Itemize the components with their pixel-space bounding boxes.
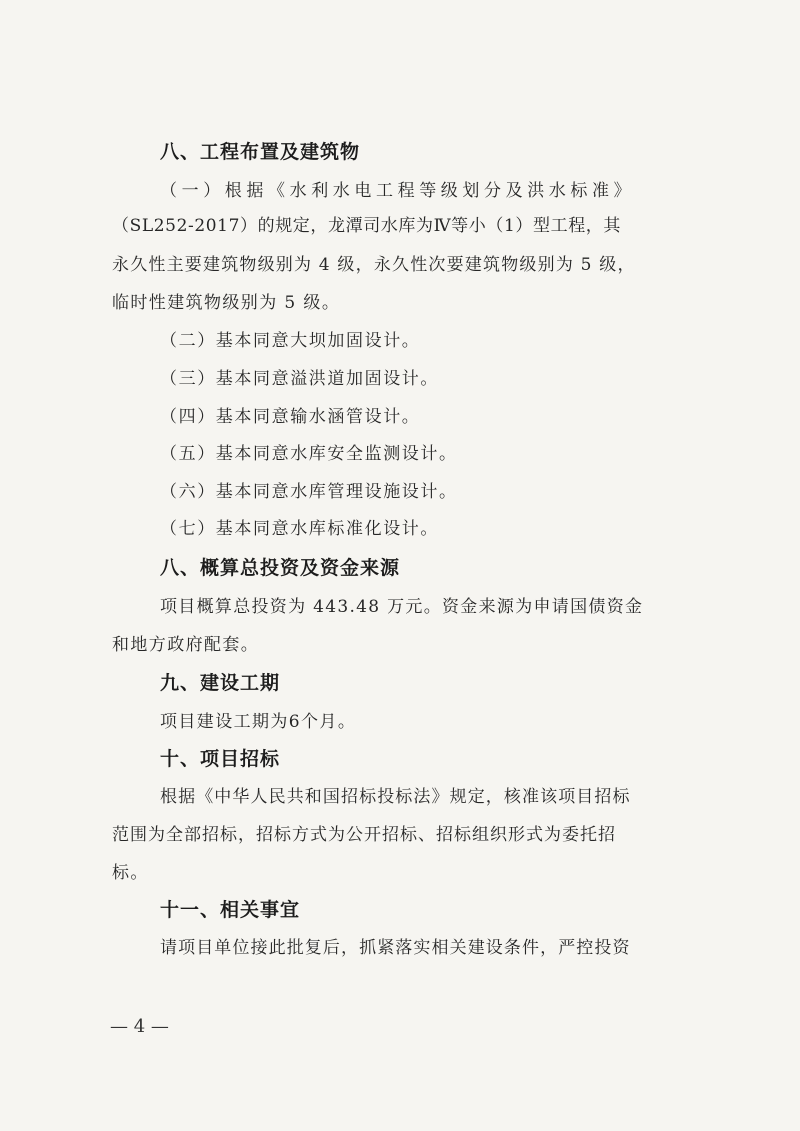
section-9-heading: 九、建设工期 [160,672,281,694]
section-8-para1-line2: （SL252-2017）的规定，龙潭司水库为Ⅳ等小（1）型工程，其 [112,216,621,236]
section-8b-heading: 八、概算总投资及资金来源 [160,557,401,579]
section-11-heading: 十一、相关事宜 [160,899,301,921]
section-8-para1-line1: （一）根据《水利水电工程等级划分及洪水标准》 [160,181,636,201]
section-10-line1: 根据《中华人民共和国招标投标法》规定，核准该项目招标 [160,787,631,807]
section-8-item-3: （三）基本同意溢洪道加固设计。 [160,369,439,389]
section-8-item-2: （二）基本同意大坝加固设计。 [160,331,421,351]
section-11-line1: 请项目单位接此批复后，抓紧落实相关建设条件，严控投资 [160,938,631,958]
section-8-item-4: （四）基本同意输水涵管设计。 [160,407,421,427]
section-8-para1-line4: 临时性建筑物级别为 5 级。 [112,293,341,313]
section-8b-line2: 和地方政府配套。 [112,635,260,655]
section-10-heading: 十、项目招标 [160,748,281,770]
section-8b-line1: 项目概算总投资为 443.48 万元。资金来源为申请国债资金 [160,597,644,617]
section-10-line2: 范围为全部招标，招标方式为公开招标、招标组织形式为委托招 [112,825,616,845]
section-8-item-6: （六）基本同意水库管理设施设计。 [160,482,458,502]
page-number: — 4 — [110,1016,169,1037]
section-8-para1-line3: 永久性主要建筑物级别为 4 级，永久性次要建筑物级别为 5 级， [112,255,636,275]
section-8-item-7: （七）基本同意水库标准化设计。 [160,519,439,539]
section-10-line3: 标。 [112,863,149,883]
section-8-heading: 八、工程布置及建筑物 [160,141,361,163]
section-8-item-5: （五）基本同意水库安全监测设计。 [160,444,458,464]
section-9-line1: 项目建设工期为6个月。 [160,712,357,732]
